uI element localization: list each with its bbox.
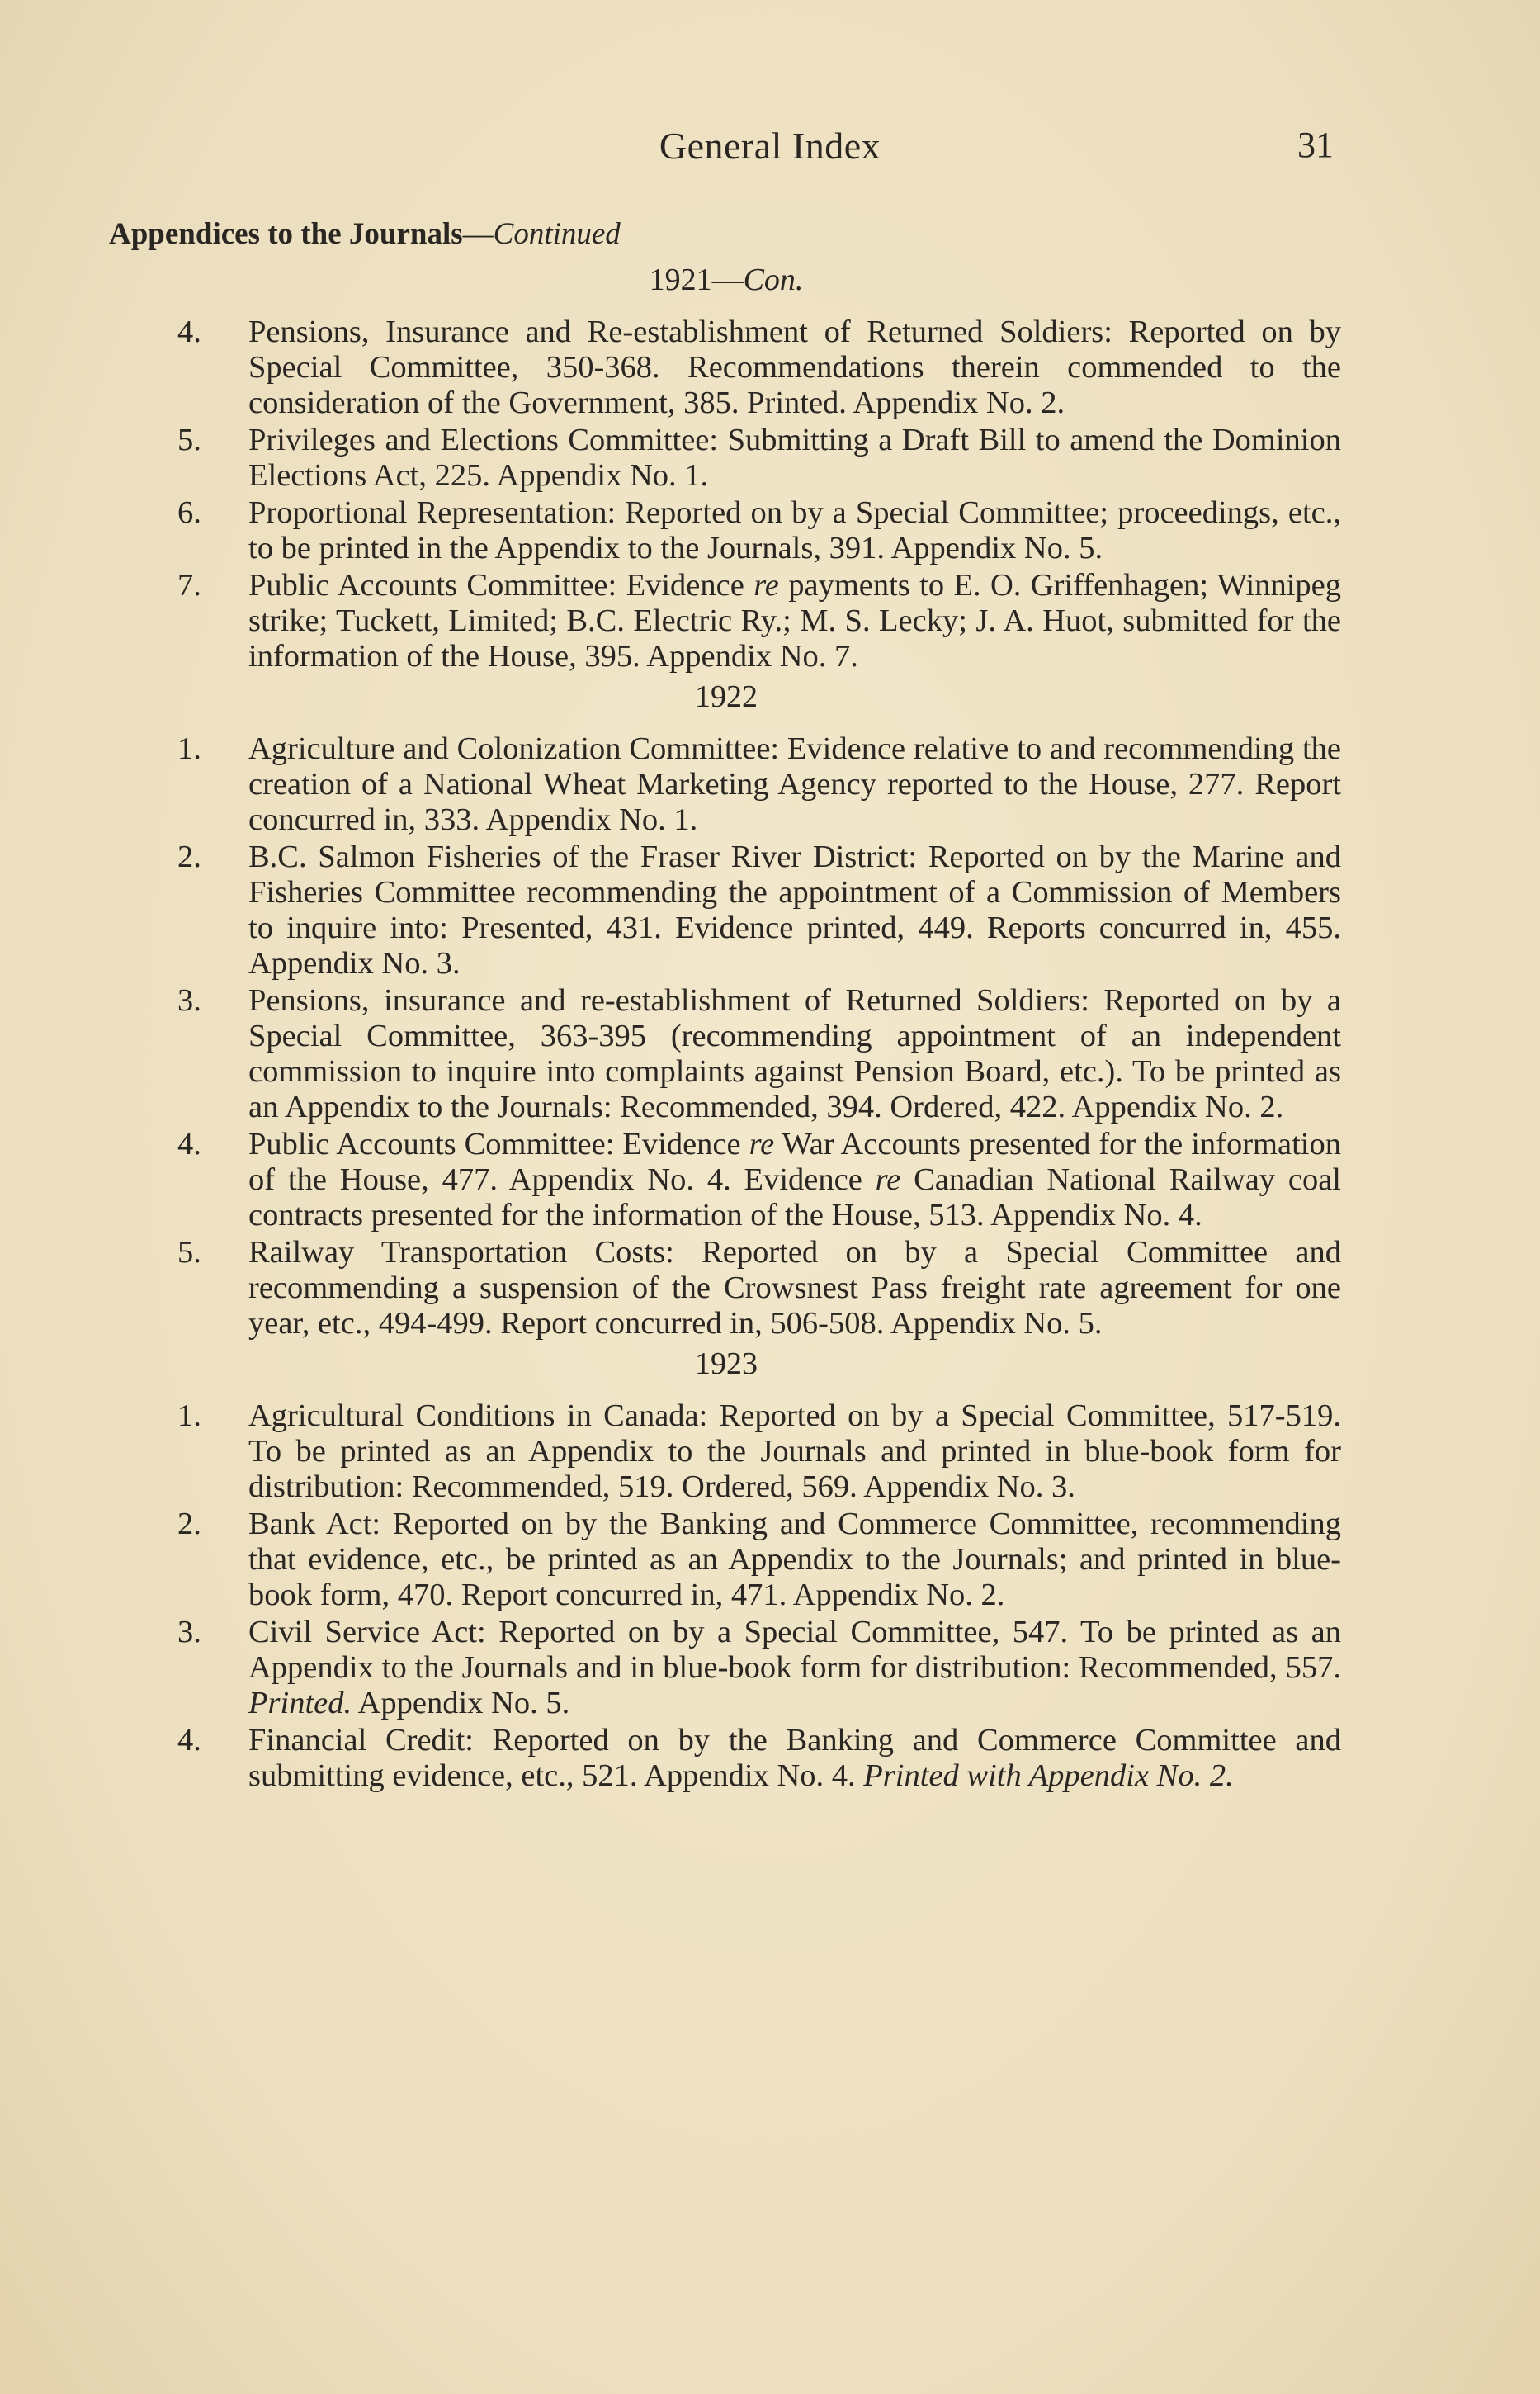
- index-entry: [177, 1615, 1341, 1721]
- entry-text: [248, 1723, 1341, 1793]
- section-heading: [109, 216, 621, 252]
- entry-number: 2.: [177, 1507, 201, 1541]
- entry-text-italic: Printed with Appendix No. 2.: [863, 1758, 1234, 1793]
- entry-text: [248, 315, 1341, 420]
- entry-text: [248, 983, 1341, 1124]
- entry-number: 7.: [177, 568, 201, 603]
- entry-text-italic: Printed.: [248, 1686, 352, 1720]
- entry-text: [248, 1398, 1341, 1504]
- entry-number: 3.: [177, 983, 201, 1018]
- entry-text: [248, 840, 1341, 981]
- entry-text-part: payments to E. O. Griffenhagen; Winnipeg strike; Tuckett, Limited; B.C. Electric Ry.; M. S. Lecky; J. A. Huot, submitted for the information of the House, 395. Appendix No. 7.: [248, 568, 1341, 674]
- index-entry: [177, 1235, 1341, 1341]
- index-entry: [177, 983, 1341, 1125]
- entry-text-part: Civil Service Act: Reported on by a Special Committee, 547. To be printed as an Appendix to the Journals and in blue-book form for distribution: Recommended, 557.: [248, 1615, 1341, 1685]
- entry-text-part: Canadian National Railway coal contracts presented for the information of the House, 513. Appendix No. 4.: [248, 1162, 1341, 1232]
- index-entry: [177, 840, 1341, 982]
- index-entry: [177, 423, 1341, 494]
- index-entry: [177, 731, 1341, 838]
- year-label-continued: Con.: [743, 263, 804, 297]
- entry-number: 1.: [177, 731, 201, 766]
- entry-text-part: Public Accounts Committee: Evidence: [248, 568, 754, 603]
- entry-text: [248, 1615, 1341, 1720]
- entry-text-part: War Accounts presented for the information of the House, 477. Appendix No. 4. Evidence: [248, 1127, 1341, 1197]
- entry-text-part: Agriculture and Colonization Committee: Evidence relative to and recommending the creation of a National Wheat Marketing Agency reported to the House, 277. Report concurred in, 333. Appendix No. 1.: [248, 731, 1341, 837]
- entry-text-part: Railway Transportation Costs: Reported on by a Special Committee and recommending a suspension of the Crowsnest Pass freight rate agreement for one year, etc., 494-499. Report concurred in, 506-508. Appendix No. 5.: [248, 1235, 1341, 1341]
- year-label: 1923: [695, 1346, 758, 1381]
- page-title: General Index: [659, 125, 881, 167]
- entry-number: 4.: [177, 1723, 201, 1758]
- entry-number: 2.: [177, 840, 201, 874]
- year-label: 1921—: [649, 263, 744, 297]
- entry-text-part: Financial Credit: Reported on by the Banking and Commerce Committee and submitting evidence, etc., 521. Appendix No. 4.: [248, 1723, 1341, 1793]
- index-entry: [177, 315, 1341, 421]
- page-header: [0, 124, 1540, 182]
- entry-text-part: Agricultural Conditions in Canada: Reported on by a Special Committee, 517-519. To be printed as an Appendix to the Journals and printed in blue-book form for distribution: Recommended, 519. Ordered, 569. Appendix No. 3.: [248, 1398, 1341, 1504]
- index-content: [177, 263, 1341, 1796]
- entry-text-part: Pensions, insurance and re-establishment of Returned Soldiers: Reported on by a Special Committee, 363-395 (recommending appointment of an independent commission to inquire into complaints against Pension Board, etc.). To be printed as an Appendix to the Journals: Recommended, 394. Ordered, 422. Appendix No. 2.: [248, 983, 1341, 1124]
- entry-text: [248, 731, 1341, 837]
- entry-text-part: Appendix No. 5.: [352, 1686, 570, 1720]
- section-dash: —: [462, 217, 494, 251]
- entry-number: 1.: [177, 1398, 201, 1433]
- entry-text-italic: re: [749, 1127, 775, 1162]
- entry-number: 4.: [177, 315, 201, 349]
- entry-text-part: Bank Act: Reported on by the Banking and Commerce Committee, recommending that evidence, etc., be printed as an Appendix to the Journals; and printed in blue-book form, 470. Report concurred in, 471. Appendix No. 2.: [248, 1507, 1341, 1612]
- page-number: 31: [1297, 125, 1334, 165]
- index-entry: [177, 1398, 1341, 1505]
- entry-number: 5.: [177, 423, 201, 457]
- year-heading: [111, 1346, 1341, 1382]
- section-title: Appendices to the Journals: [109, 217, 463, 251]
- index-entry: [177, 568, 1341, 674]
- index-entry: [177, 1723, 1341, 1794]
- section-continued: Continued: [493, 217, 621, 251]
- entry-text: [248, 1507, 1341, 1612]
- entry-number: 6.: [177, 495, 201, 530]
- entry-text-part: Pensions, Insurance and Re-establishment of Returned Soldiers: Reported on by Special Committee, 350-368. Recommendations therein commended to the consideration of the Government, 385. Printed. Appendix No. 2.: [248, 315, 1341, 420]
- entry-number: 3.: [177, 1615, 201, 1649]
- entry-text: [248, 495, 1341, 565]
- entry-text-part: Privileges and Elections Committee: Submitting a Draft Bill to amend the Dominion Elections Act, 225. Appendix No. 1.: [248, 423, 1341, 493]
- entry-text-part: Proportional Representation: Reported on by a Special Committee; proceedings, etc., to be printed in the Appendix to the Journals, 391. Appendix No. 5.: [248, 495, 1341, 565]
- entry-text: [248, 423, 1341, 493]
- entry-text: [248, 1235, 1341, 1341]
- entry-number: 4.: [177, 1127, 201, 1162]
- index-entry: [177, 1507, 1341, 1613]
- year-label: 1922: [695, 679, 758, 714]
- index-entry: [177, 1127, 1341, 1233]
- entry-text-italic: re: [753, 568, 779, 603]
- entry-text: [248, 568, 1341, 674]
- entry-text-italic: re: [875, 1162, 901, 1197]
- entry-text-part: B.C. Salmon Fisheries of the Fraser River District: Reported on by the Marine and Fisheries Committee recommending the appointment of a Commission of Members to inquire into: Presented, 431. Evidence printed, 449. Reports concurred in, 455. Appendix No. 3.: [248, 840, 1341, 981]
- entry-text-part: Public Accounts Committee: Evidence: [248, 1127, 749, 1162]
- year-heading: [111, 679, 1341, 715]
- year-heading: [111, 263, 1341, 298]
- entry-text: [248, 1127, 1341, 1232]
- index-entry: [177, 495, 1341, 566]
- entry-number: 5.: [177, 1235, 201, 1270]
